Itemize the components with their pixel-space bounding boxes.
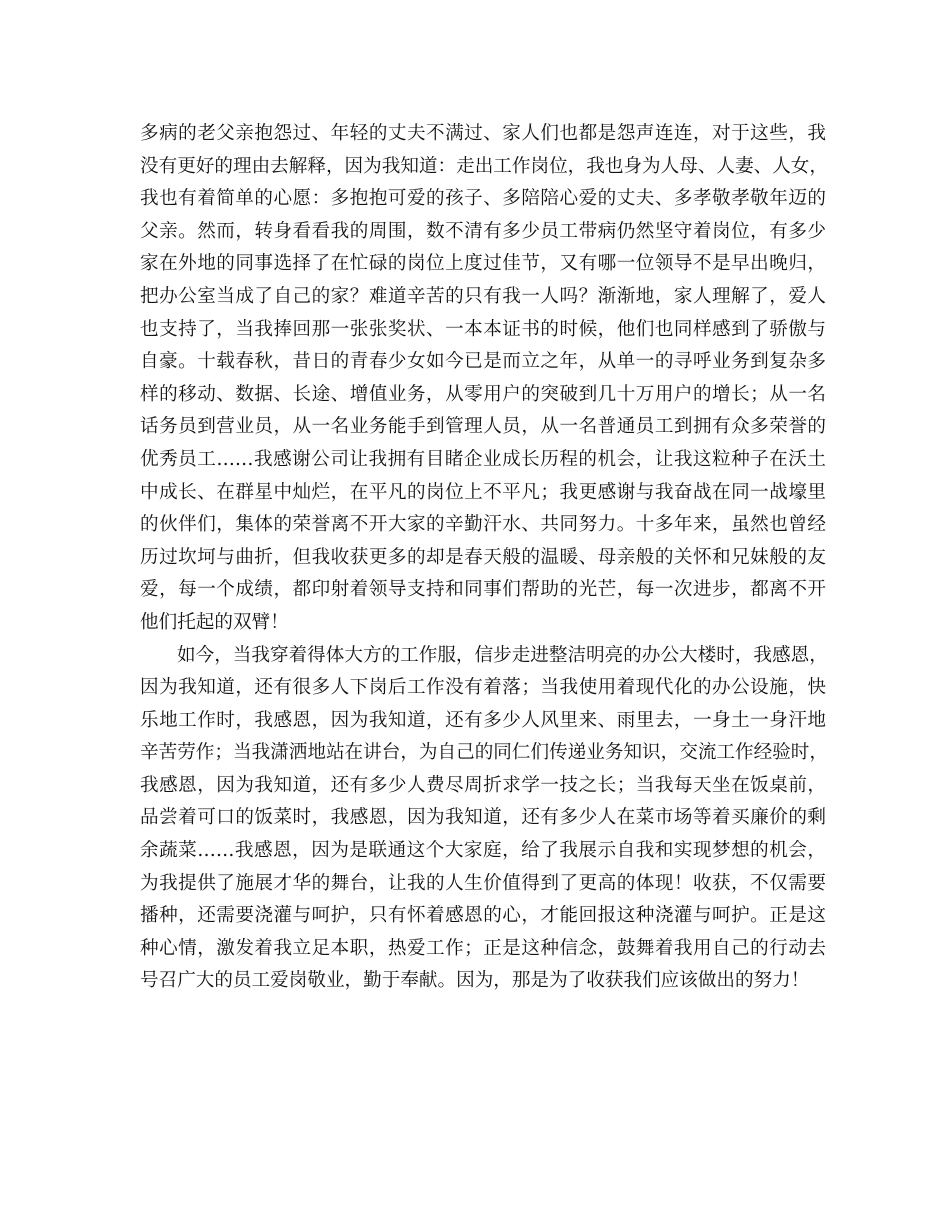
text-line: 历过坎坷与曲折，但我收获更多的却是春天般的温暖、母亲般的关怀和兄妹般的友	[140, 546, 826, 568]
text-line: 如今，当我穿着得体大方的工作服，信步走进整洁明亮的办公大楼时，我感恩，	[177, 644, 828, 666]
text-line: 我感恩，因为我知道，还有多少人费尽周折求学一技之长；当我每天坐在饭桌前，	[140, 774, 826, 796]
text-line: 的伙伴们，集体的荣誉离不开大家的辛勤汗水、共同努力。十多年来，虽然也曾经	[140, 514, 826, 536]
text-line: 因为我知道，还有很多人下岗后工作没有着落；当我使用着现代化的办公设施，快	[140, 677, 826, 699]
text-line: 家在外地的同事选择了在忙碌的岗位上度过佳节，又有哪一位领导不是早出晚归，	[140, 253, 826, 275]
text-line: 话务员到营业员，从一名业务能手到管理人员，从一名普通员工到拥有众多荣誉的	[140, 416, 826, 438]
text-line: 辛苦劳作；当我潇洒地站在讲台，为自己的同仁们传递业务知识，交流工作经验时，	[140, 742, 828, 764]
text-line: 爱，每一个成绩，都印射着领导支持和同事们帮助的光芒，每一次进步，都离不开	[140, 579, 826, 601]
text-line: 父亲。然而，转身看看我的周围，数不清有多少员工带病仍然坚守着岗位，有多少	[140, 220, 826, 242]
text-line: 种心情，激发着我立足本职，热爱工作；正是这种信念，鼓舞着我用自己的行动去	[140, 937, 826, 959]
text-line: 把办公室当成了自己的家？难道辛苦的只有我一人吗？渐渐地，家人理解了，爱人	[140, 285, 826, 307]
text-line: 多病的老父亲抱怨过、年轻的丈夫不满过、家人们也都是怨声连连，对于这些，我	[140, 123, 826, 144]
paragraph-1	[140, 118, 826, 640]
text-line: 我也有着简单的心愿：多抱抱可爱的孩子、多陪陪心爱的丈夫、多孝敬孝敬年迈的	[140, 188, 826, 210]
text-line: 品尝着可口的饭菜时，我感恩，因为我知道，还有多少人在菜市场等着买廉价的剩	[140, 807, 826, 829]
text-line: 自豪。十载春秋，昔日的青春少女如今已是而立之年，从单一的寻呼业务到复杂多	[140, 351, 826, 373]
text-line: 样的移动、数据、长途、增值业务，从零用户的突破到几十万用户的增长；从一名	[140, 383, 826, 405]
text-line: 优秀员工……我感谢公司让我拥有目睹企业成长历程的机会，让我这粒种子在沃土	[140, 448, 826, 470]
text-line: 号召广大的员工爱岗敬业，勤于奉献。因为，那是为了收获我们应该做出的努力！	[140, 970, 810, 992]
text-line: 播种，还需要浇灌与呵护，只有怀着感恩的心，才能回报这种浇灌与呵护。正是这	[140, 905, 826, 927]
text-line: 也支持了，当我捧回那一张张奖状、一本本证书的时候，他们也同样感到了骄傲与	[140, 318, 826, 340]
body-text	[140, 118, 826, 998]
text-line: 乐地工作时，我感恩，因为我知道，还有多少人风里来、雨里去，一身土一身汗地	[140, 709, 826, 731]
text-line: 没有更好的理由去解释，因为我知道：走出工作岗位，我也身为人母、人妻、人女，	[140, 155, 828, 177]
text-line: 为我提供了施展才华的舞台，让我的人生价值得到了更高的体现！收获，不仅需要	[140, 872, 826, 894]
text-line: 他们托起的双臂！	[140, 611, 289, 633]
text-line: 中成长、在群星中灿烂，在平凡的岗位上不平凡；我更感谢与我奋战在同一战壕里	[140, 481, 826, 503]
paragraph-2	[140, 640, 826, 999]
text-line: 余蔬菜……我感恩，因为是联通这个大家庭，给了我展示自我和实现梦想的机会，	[140, 840, 826, 862]
